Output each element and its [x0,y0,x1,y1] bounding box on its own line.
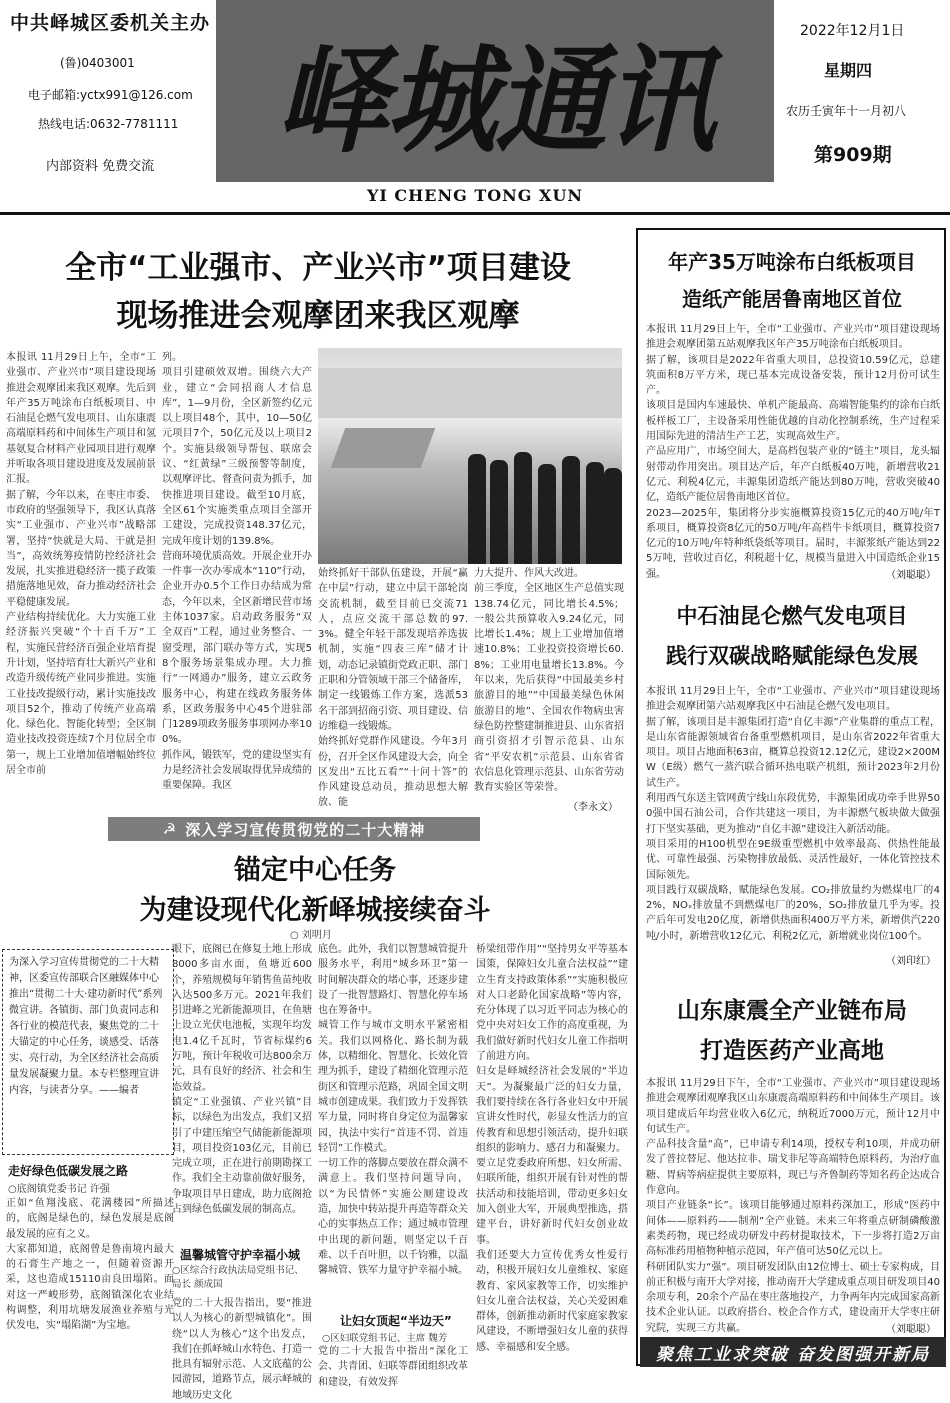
theme-intro-box [2,949,174,1155]
party-emblem-icon: ☭ [162,820,178,838]
lead-column-1: 本报讯 11月29日上午，全市“工业强市、产业兴市”项目建设现场推进会观摩团来我区观摩。先后到年产35万吨涂布白纸板项目、中石油昆仑燃气发电项目、山东康震高端原料药和中间体生产项目和氢基氨复合材料产业园项目进行观摩并听取各项目建设进度及发展前景汇报。 据了解，今年以来，在枣庄市委、市政府的坚强领导下，我区认真落实“工业强市、产业兴市”战略部署，坚持“快就是大局、干就是担当”，高效统筹疫情防控经济社会发展，扎实推进稳经济一揽子政策措施落地见效，奋力推动经济社会平稳健康发展。 产业结构持续优化。大力实施工业经济振兴突破“个十百千万”工程，实施民营经济百强企业培育提升计划，坚持培育壮大新兴产业和改造升级传统产业同步推进。实施工业技改提级行动，累计实施技改项目52个，推动了传统产业高端化、绿色化、智能化转型；全区制造业技改投资连续7个月位居全市第一，规上工业增加值增幅始终位居全市前 [6,352,156,777]
sub3-title: 让妇女顶起“半边天” [340,1314,452,1328]
sub3-text: 党的二十大报告中指出“深化工会、共青团、妇联等群团组织改革和建设，有效发挥 [318,1346,468,1388]
side-article-3-title-1: 山东康震全产业链布局 [677,998,907,1024]
issue-number: 第909期 [814,144,892,166]
sub2-title: 温馨城管守护幸福小城 [180,1248,301,1262]
lead-photo [318,348,622,564]
side-article-3-title-2: 打造医药产业高地 [700,1038,884,1064]
side-article-1-text: 本报讯 11月29日上午，全市“工业强市、产业兴市”项目建设现场推进会观摩团第五站观摩我区年产35万吨涂布白纸板项目。 据了解，该项目是2022年省重大项目，总投资10.59亿元，总建筑面积8万平方米，现已基本完成设备安装，预计12月份可试生产。 该项目是国内车速最快、单机产能最高、高端智能集约的涂布白纸板样板工厂，主设备采用性能优越的自动化控制系统，生产过程采用国际先进的清洁生产工艺，实现高效生产。 产品应用广，市场空间大，是高档包装产业的“链主”项目，龙头辐射带动作用突出。项目达产后，年产白纸板40万吨，新增营收21亿元、利税4亿元，丰源集团造纸产能达到80万吨，营收突破40亿，造纸产能位居鲁南地区首位。 2023—2025年，集团将分步实施概算投资15亿元的40万吨/年T系项目，概算投资8亿元的50万吨/年高档牛卡纸项目，概算投资7亿元的10万吨/年特种纸袋纸等项目。届时，丰源浆纸产能达到225万吨，营收过百亿，利税超十亿，规模当量进入中国造纸企业15强。 [646,324,940,580]
newspaper-title-block [216,0,774,182]
theme-byline: ○ 刘明月 [290,930,332,941]
issue-date: 2022年12月1日 [800,23,905,39]
lead-column-2: 列。 项目引建硕效双增。围绕六大产业，建立“会同招商人才信息库”，1—9月份，全区新签约亿元以上项目48个，其中，10—50亿元项目7个，50亿元及以上项目2个。实施县级领导帮包、联席会议、“红黄绿”三级预警等制度，以观摩评比、督查问责为抓手，加快推进项目建设。截至10月底，全区61个实施类重点项目全部开工建设，完成投资148.37亿元，完成年度计划的139.8%。 营商环境优质高效。开展企业开办一件事一次办零成本“110”行动，企业开办0.5个工作日办结成为常态，今年以来，全区新增民营市场主体1037家。启动政务服务“双全双百”工程，通过业务整合、一窗受理，部门联办等方式，实现58个服务场景集成办理。大力推行“一网通办”服务，建立云政务服务中心，构建在线政务服务体系，区政务服务中心45个进驻部门1289项政务服务事项网办率100%。 抓作风，锻铁军，党的建设坚实有力是经济社会发展取得优异成绩的重要保障。我区 [162,352,312,792]
theme-column-4: 桥梁纽带作用”“坚持男女平等基本国策，保障妇女儿童合法权益”“建立生育支持政策体系”“实施积极应对人口老龄化国家战略”等内容，充分体现了以习近平同志为核心的党中央对妇女工作的高度重视，为我们做好新时代妇女儿童工作指明了前进方向。 妇女是峄城经济社会发展的“半边天”。为凝聚最广泛的妇女力量，我们要持续在各行各业妇女中开展宣讲女性时代，彰显女性活力的宣传教育和思想引领活动，提升妇联组织的影响力、感召力和凝聚力。 要立足党委政府所想、妇女所需、妇联所能，组织开展有针对性的帮扶活动和技能培训，带动更多妇女加入创业大军，开展典型推选，搭建平台，讲好新时代妇女创业故事。 我们还要大力宣传优秀女性爱行动，积极开展妇女儿童维权、家庭教育、家风家教等工作，切实维护妇女儿童合法权益，关心关爱困难群体，创新推动新时代家庭家教家风建设，不断增强妇女儿童的获得感、幸福感和安全感。 [476,944,628,1353]
theme-headline-1: 锚定中心任务 [234,855,396,886]
sub1-text: 正如“鱼翔浅底、花满楼园”所描述的，底阁是绿色的，绿色发展是底阁最发展的应有之义。 大家都知道，底阁曾是鲁南境内最大的石膏生产地之一，但随着资源开采，这也造成15110亩良田塌陷。面对这一严峻形势，底阁镇深化农业结构调整，利用坑塘发展渔业养殖与光伏发电，实“塌陷湖”为宝地。 [6,1198,174,1332]
masthead-info [0,0,212,182]
lead-column-4: 力大提升、作风大改进。 前三季度，全区地区生产总值实现138.74亿元，同比增长4.5%；一般公共预算收入9.24亿元，同比增长1.4%；规上工业增加值增速10.8%；工业投资投资增长60.8%；工业用电量增长13.8%。今年以来，先后获得“中国最美乡村旅游目的地”“中国最美绿色休闲旅游目的地”、全国农作物病虫害绿色防控整建制推进县、山东省招商引资招才引智示范县、山东省“平安农机”示范县、山东省省农信息化管理示范县、山东省劳动教育实验区等荣誉。 [474,568,624,794]
theme-banner-text: 深入学习宣传贯彻党的二十大精神 [185,820,426,839]
newspaper-title: 峄城通讯 [276,32,714,169]
side-footer-banner: 聚焦工业求突破 奋发图强开新局 [640,1337,946,1367]
masthead-note: 内部资料 免费交流 [46,159,155,174]
side-article-1-title-1: 年产35万吨涂布白纸板项目 [668,250,916,274]
side-article-2-title-1: 中石油昆仑燃气发电项目 [676,604,908,628]
sub2-byline: ○区综合行政执法局党组书记、局长 颜成国 [172,1265,304,1290]
issue-weekday: 星期四 [824,61,873,80]
masthead-org: 中共峄城区委机关主办 [10,12,211,34]
side-article-2-title-2: 践行双碳战略赋能绿色发展 [666,644,918,668]
sub2-text: 党的二十大报告指出，要“推进以人为核心的新型城镇化”。围绕“以人为核心”这个出发点，我们在抓峄城山水特色、打造一批具有辐射示范、人文底蕴的公园游园，道路节点，展示峄城的地域历史文化 [172,1298,312,1401]
sub3-byline: ○区妇联党组书记、主席 魏芳 [322,1333,448,1344]
side-article-1-credit: （刘聪聪） [886,570,936,581]
issue-lunar-date: 农历壬寅年十一月初八 [786,104,907,118]
side-article-3-credit: （刘聪聪） [886,1324,936,1335]
side-article-2-credit: （刘印红） [886,956,936,967]
lead-headline-2: 现场推进会观摩团来我区观摩 [116,298,520,334]
theme-headline-2: 为建设现代化新峄城接续奋斗 [139,895,491,926]
masthead-rule [0,212,950,215]
lead-headline-1: 全市“工业强市、产业兴市”项目建设 [65,250,571,286]
masthead-email: 电子邮箱:yctx991@126.com [28,88,193,102]
lead-column-3: 始终抓好干部队伍建设，开展“赢在中层”行动，建立中层干部轮岗交流机制，截至目前已交流71人，点应交流干部总数的97.3%。健全年轻干部发现培养选拔机制，实施“四表三库”储才计划，动态记录镇街党政正职、部门正职和分管领域干部三个储备库，制定一线锻炼工作方案，选派53名干部到招商引资、项目建设、信访维稳一线锻炼。 始终抓好党群作风建设。今年3月份，召开全区作风建设大会，向全区发出“五比五看”“十问十答”的作风建设总动员，推动思想大解放、能 [318,568,468,809]
masthead-pinyin: YI CHENG TONG XUN [366,186,584,205]
side-article-1-title-2: 造纸产能居鲁南地区首位 [682,287,902,311]
sub1-byline: ○底阁镇党委书记 许强 [8,1184,110,1195]
masthead-date-block [780,0,950,182]
side-article-2-text: 本报讯 11月29日上午，全市“工业强市、产业兴市”项目建设现场推进会观摩团第六站观摩我区中石油昆仑燃气发电项目。 据了解，该项目是丰源集团打造“自亿丰源”产业集群的重点工程，是山东省能源领域省台备重型燃机项目，是山东省2022年省重大项目。项目占地面积63亩，概算总投资12.12亿元，建设2×200MW（E级）燃气一蒸汽联合循环热电联产机组，预计2023年2月份试生产。 利用西气东送主管网黄宁线山东段优势，丰源集团成功牵手世界500强中国石油公司，合作共建这一项目，为丰源燃气板块做大做强打下坚实基础，更为推动“自亿丰源”建设注入新活动能。 项目采用的H100机型在9E级重型燃机中效率最高、供热性能最优、可靠性最强、污染物排放最低、灵活性最好，一体化管控技术国际领先。 项目践行双碳战略，赋能绿色发展。CO₂排放量约为燃煤电厂的42%，NOₓ排放量不到燃煤电厂的20%，SO₂排放量几乎为零。投产后年可发电20亿度，新增供热面积400万平方米，新增供汽220吨/小时，新增营收12亿元、利税2亿元，新增就业岗位100个。 [646,686,940,942]
lead-credit: （李永文） [568,802,618,813]
theme-intro: 为深入学习宣传贯彻党的二十大精神，区委宣传部联合区融媒体中心推出“贯彻二十大·建功新时代”系列微宣讲。各镇街、部门负责同志和各行业的模范代表，聚焦党的二十大锚定的中心任务，谈感受、话落实、亮行动，为全区经济社会高质量发展凝聚力量。本专栏整理宣讲内容，与读者分享。——编者 [9,957,163,1096]
side-article-3-text: 本报讯 11月29日下午，全市“工业强市、产业兴市”项目建设现场推进会观摩团观摩我区山东康震高端原料药和中间体生产项目。该项目建成后年均营业收入6亿元，纳税近7000万元，预计12月中旬试生产。 产品科技含量“高”，已申请专利14项，授权专利10项，并成功研发了普拉替尼、他达拉非、瑞戈非尼等高端特色原料药，为治疗血糖、胃病等病症提供主要原料，现已与齐鲁制药等知名药企达成合作意向。 项目产业链条“长”。该项目能够通过原料药深加工，形成“医药中间体——原料药——制剂”全产业链。未来三年将重点研制磷酸激素类药物，现已经成功研发中药材提取技术，下一步将打造2万亩高标准药用植物种植示范园，年产值可达50亿元以上。 科研团队实力“强”。项目研发团队由12位博士、硕士专家构成，目前正积极与南开大学对接，推动南开大学建成重点项目研发项目40余项专利，20余个产品在枣庄落地投产，力争两年内完成国家高新技术企业认证。以政府搭台、校企合作方式，建设南开大学枣庄研究院，实现三方共赢。 [646,1078,940,1334]
sub1-title: 走好绿色低碳发展之路 [8,1164,129,1178]
masthead-phone: 热线电话:0632-7781111 [38,117,179,131]
theme-column-2: 眼下，底阁已在修复土地上形成8000多亩水面，鱼塘近600个，养殖规模每年销售鱼苗纯收入达500多万元。2021年我们引进峰之光新能源项目，在鱼塘上设立光伏电池板，实现年均发电1.4亿千瓦时，节省标煤约6万吨，预计年税收可达800余万元，具有良好的经济、社会和生态效益。 镇定“工业强镇、产业兴镇”目标，以绿色为出发点，我们又招引了中建压缩空气储能新能源项目，项目投资103亿元，目前已完成立项，正在进行前期勘探工作。我们全主动靠前做好服务，争取项目早日建成，助力底阁抢占到绿色低碳发展的制高点。 [172,944,312,1216]
theme-banner [108,817,480,841]
theme-column-3: 底色。此外，我们以智慧城管提升服务水平，利用“城乡环卫”第一时间解决群众的堵心事，还逐步建设了一批智慧路灯、智慧化停车场也在筹备中。 城管工作与城市文明水平紧密相关。我们以网格化、路长制为载体，以精细化、智慧化、长效化管理为抓手，建设了精细化管理示范街区和管理示范路，巩固全国文明城市创建成果。我们致力于发挥铁军力量，同时将自身定位为温馨家园，执法中实行“首违不罚、首违轻罚”工作模式。 一切工作的落脚点要放在群众满不满意上。我们坚持问题导向，以“为民情怀”实施公厕建设改造，加快中转站提升再造等群众关心的实事热点工作；通过城市管理中出现的新问题，则坚定以千百难、以千百叶胆，以千钧雅，以温馨城管、铁军力量守护幸福小城。 [318,944,468,1277]
masthead-issn: (鲁)0403001 [60,56,135,70]
